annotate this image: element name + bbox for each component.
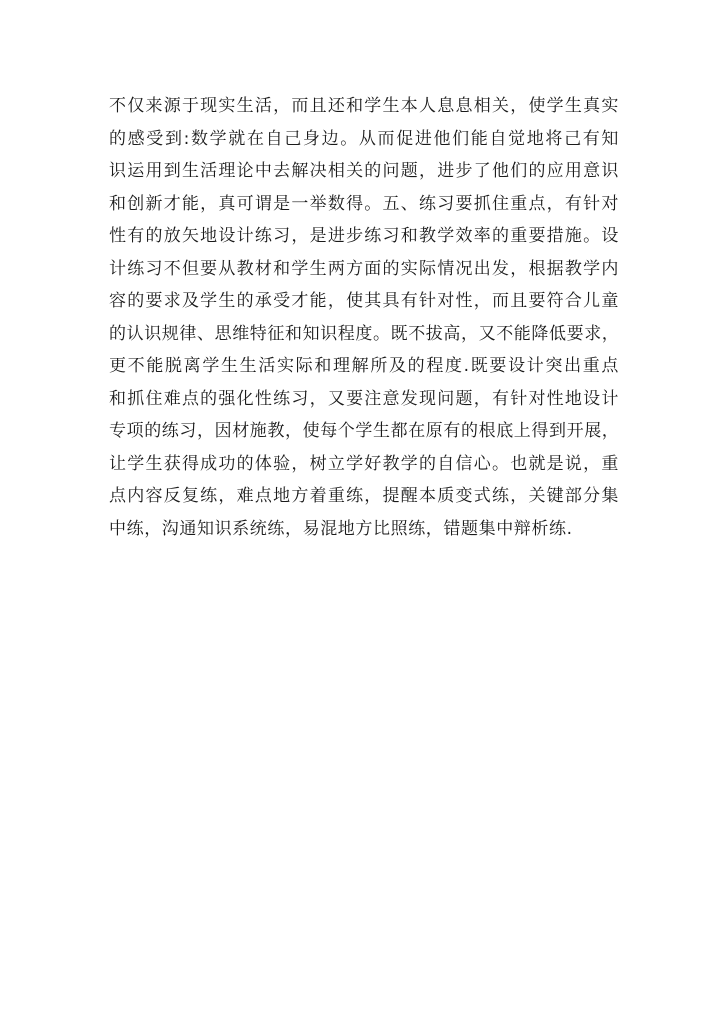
text-line: 的认识规律、思维特征和知识程度。既不拔高，又不能降低要求， xyxy=(109,323,620,344)
text-line: 和抓住难点的强化性练习，又要注意发现问题，有针对性地设计 xyxy=(109,388,619,409)
text-line: 和创新才能，真可谓是一举数得。五、练习要抓住重点，有针对 xyxy=(109,193,619,214)
text-line: 更不能脱离学生生活实际和理解所及的程度.既要设计突出重点 xyxy=(109,356,619,376)
text-line: 计练习不但要从教材和学生两方面的实际情况出发，根据教学内 xyxy=(109,258,619,279)
text-line: 让学生获得成功的体验，树立学好教学的自信心。也就是说，重 xyxy=(109,453,619,474)
text-line: 中练，沟通知识系统练，易混地方比照练，错题集中辩析练. xyxy=(109,518,573,539)
text-line: 识运用到生活理论中去解决相关的问题，进步了他们的应用意识 xyxy=(109,161,619,181)
body-paragraph xyxy=(109,90,619,545)
text-line: 点内容反复练，难点地方着重练，提醒本质变式练，关键部分集 xyxy=(109,486,619,506)
text-line: 性有的放矢地设计练习，是进步练习和教学效率的重要措施。设 xyxy=(109,226,619,246)
text-line: 专项的练习，因材施教，使每个学生都在原有的根底上得到开展， xyxy=(109,421,620,441)
text-line: 的感受到:数学就在自己身边。从而促进他们能自觉地将己有知 xyxy=(109,128,619,149)
text-line: 容的要求及学生的承受才能，使其具有针对性，而且要符合儿童 xyxy=(109,291,619,311)
text-line: 不仅来源于现实生活，而且还和学生本人息息相关，使学生真实 xyxy=(109,96,619,116)
